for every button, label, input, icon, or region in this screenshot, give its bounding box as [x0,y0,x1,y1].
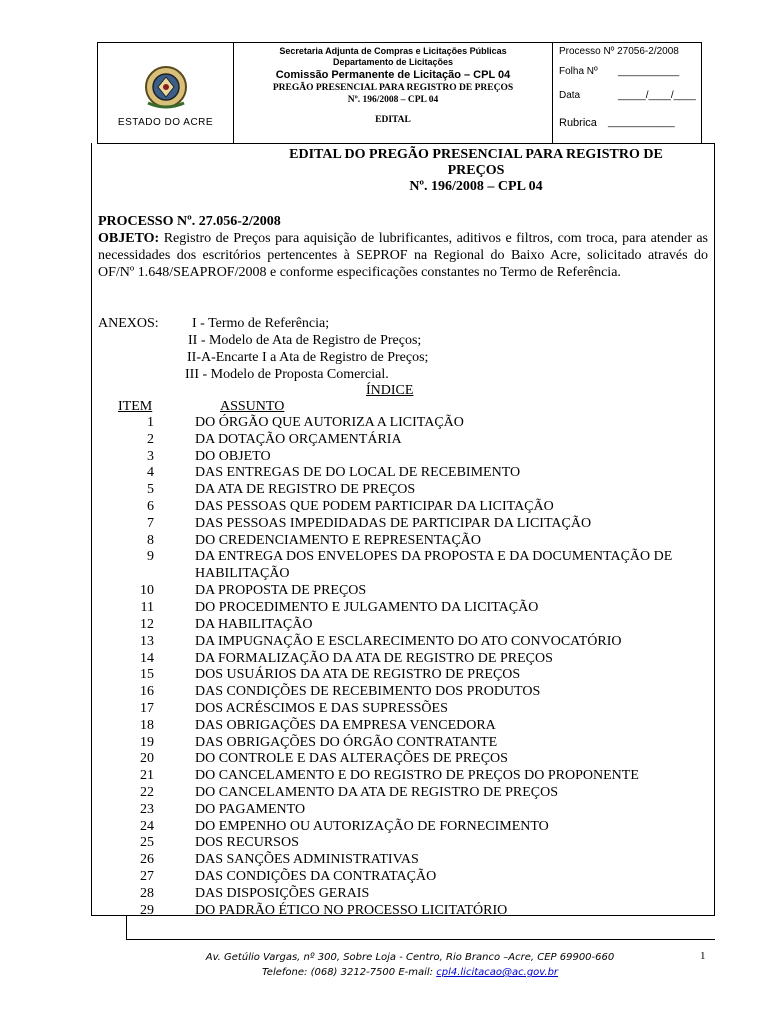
indice-row-number: 7 [147,515,154,531]
state-coat-of-arms-icon [98,63,233,116]
indice-row-number: 17 [140,701,154,716]
indice-row-subject: DA DOTAÇÃO ORÇAMENTÁRIA [195,431,402,447]
indice-row-number: 14 [140,650,154,666]
indice-row-number: 26 [140,852,154,868]
indice-row-subject: DO CONTROLE E DAS ALTERAÇÕES DE PREÇOS [195,751,508,767]
indice-row-subject: DO OBJETO [195,448,271,464]
secretaria-label: Secretaria Adjunta de Compras e Licitações Públicas [279,46,507,56]
anexo-item: I - Termo de Referência; [192,316,330,331]
rubrica-blank: ____________ [608,117,675,128]
indice-row-subject: DA IMPUGNAÇÃO E ESCLARECIMENTO DO ATO CONVOCATÓRIO [195,633,622,649]
processo-heading: PROCESSO Nº. 27.056-2/2008 [98,214,281,229]
indice-row-number: 16 [140,684,154,700]
indice-row-number: 28 [140,885,154,901]
footer-address: Av. Getúlio Vargas, nº 300, Sobre Loja - Centro, Rio Branco –Acre, CEP 69900-660 [205,952,615,963]
indice-row-number: 5 [147,482,154,498]
anexo-item: II - Modelo de Ata de Registro de Preços; [188,333,422,348]
indice-row-subject: DO EMPENHO OU AUTORIZAÇÃO DE FORNECIMENTO [195,818,549,834]
objeto-paragraph [98,230,708,281]
rubrica-label: Rubrica [559,117,597,129]
indice-row-number: 11 [140,600,154,616]
footer-phone: Telefone: (068) 3212-7500 E-mail: [261,967,434,978]
indice-row-number: 2 [147,431,154,447]
indice-row-subject: DAS CONDIÇÕES DA CONTRATAÇÃO [195,869,437,884]
indice-row-number: 8 [147,532,154,548]
indice-title: ÍNDICE [366,383,414,398]
indice-row-subject: DO CANCELAMENTO DA ATA DE REGISTRO DE PREÇOS [195,785,559,800]
anexo-item: III - Modelo de Proposta Comercial. [185,367,389,382]
indice-row-subject: DAS OBRIGAÇÕES DO ÓRGÃO CONTRATANTE [195,734,498,750]
indice-row-subject: DOS RECURSOS [195,835,299,851]
indice-row-number: 18 [140,717,154,733]
indice-row-number: 22 [140,785,154,800]
edital-label: EDITAL [375,115,411,125]
indice-row-number: 27 [140,869,154,884]
indice-row-number: 15 [140,667,154,683]
frame-line [91,143,92,916]
edital-title-line2: PREÇOS [447,163,505,178]
data-label: Data [559,90,581,101]
folha-blank: ___________ [618,66,680,77]
indice-row-subject: DO PROCEDIMENTO E JULGAMENTO DA LICITAÇÃO [195,600,539,616]
numero-label: Nº. 196/2008 – CPL 04 [347,95,439,105]
objeto-text: Registro de Preços para aquisição de lubrificantes, aditivos e filtros, com troca, para atender as necessidades dos escritórios pertencentes à SEPROF na Regional do Baixo Acre, solicitado através do OF/Nº 1.648/SEAPROF/2008 e conforme especificações constantes no Termo de Referência. [98,231,709,280]
anexos-label: ANEXOS: [98,316,159,331]
indice-assunto-header: ASSUNTO [220,399,285,414]
page-number: 1 [700,950,706,962]
data-blank: _____/____/____ [618,90,696,101]
indice-row-subject: DA PROPOSTA DE PREÇOS [195,583,367,599]
indice-row-subject: DA ENTREGA DOS ENVELOPES DA PROPOSTA E DA DOCUMENTAÇÃO DE HABILITAÇÃO [195,549,673,582]
indice-row-subject: DA FORMALIZAÇÃO DA ATA DE REGISTRO DE PREÇOS [195,650,553,666]
indice-row-number: 23 [140,801,154,817]
indice-row-number: 4 [147,465,154,481]
indice-row-subject: DO CREDENCIAMENTO E REPRESENTAÇÃO [195,532,482,548]
footer-email-link[interactable]: cpl4.licitacao@ac.gov.br [436,967,559,978]
indice-row-number: 12 [140,617,154,632]
indice-row-number: 1 [147,415,154,430]
folha-label: Folha Nº [559,66,598,77]
indice-row-subject: DAS DISPOSIÇÕES GERAIS [195,885,370,901]
frame-line [126,916,127,940]
footer-contact [150,967,670,978]
indice-row-number: 24 [140,818,154,834]
estado-label: ESTADO DO ACRE [117,117,214,128]
anexo-item: II-A-Encarte I a Ata de Registro de Preços; [187,350,429,365]
indice-row-number: 6 [147,499,154,514]
indice-row-number: 19 [140,734,154,750]
indice-row-number: 3 [147,448,154,464]
comissao-label: Comissão Permanente de Licitação – CPL 04 [275,69,511,81]
indice-row-subject: DA HABILITAÇÃO [195,617,313,632]
frame-line [714,143,715,916]
processo-field: Processo Nº 27056-2/2008 [559,46,679,57]
indice-row-subject: DOS ACRÉSCIMOS E DAS SUPRESSÕES [195,701,448,716]
indice-row-subject: DOS USUÁRIOS DA ATA DE REGISTRO DE PREÇOS [195,667,521,683]
indice-row-number: 25 [140,835,154,851]
document-header [97,42,702,144]
indice-row-subject: DAS SANÇÕES ADMINISTRATIVAS [195,852,419,868]
frame-line [126,939,715,940]
indice-row-number: 13 [140,633,154,649]
indice-row-number: 29 [140,902,154,918]
indice-row-subject: DA ATA DE REGISTRO DE PREÇOS [195,482,416,498]
indice-row-subject: DAS ENTREGAS DE DO LOCAL DE RECEBIMENTO [195,465,521,481]
edital-title-line1: EDITAL DO PREGÃO PRESENCIAL PARA REGISTRO DE [289,147,663,162]
indice-row-subject: DO ÓRGÃO QUE AUTORIZA A LICITAÇÃO [195,415,464,430]
indice-row-subject: DAS PESSOAS QUE PODEM PARTICIPAR DA LICITAÇÃO [195,499,554,514]
indice-row-number: 20 [140,751,154,767]
departamento-label: Departamento de Licitações [332,57,454,67]
indice-row-subject: DAS OBRIGAÇÕES DA EMPRESA VENCEDORA [195,717,496,733]
indice-row-number: 10 [140,583,154,599]
indice-row-subject: DO PADRÃO ÉTICO NO PROCESSO LICITATÓRIO [195,902,508,918]
edital-title-line3: Nº. 196/2008 – CPL 04 [409,179,543,194]
indice-row-subject: DO CANCELAMENTO E DO REGISTRO DE PREÇOS DO PROPONENTE [195,768,639,784]
indice-row-number: 9 [147,549,154,565]
objeto-label: OBJETO: [98,231,160,246]
indice-row-subject: DAS PESSOAS IMPEDIDADAS DE PARTICIPAR DA LICITAÇÃO [195,515,592,531]
indice-item-header: ITEM [118,399,153,414]
pregao-label: PREGÃO PRESENCIAL PARA REGISTRO DE PREÇOS [272,83,514,93]
frame-line [238,143,714,144]
indice-row-number: 21 [140,768,154,784]
indice-row-subject: DO PAGAMENTO [195,801,306,817]
indice-row-subject: DAS CONDIÇÕES DE RECEBIMENTO DOS PRODUTOS [195,684,541,700]
